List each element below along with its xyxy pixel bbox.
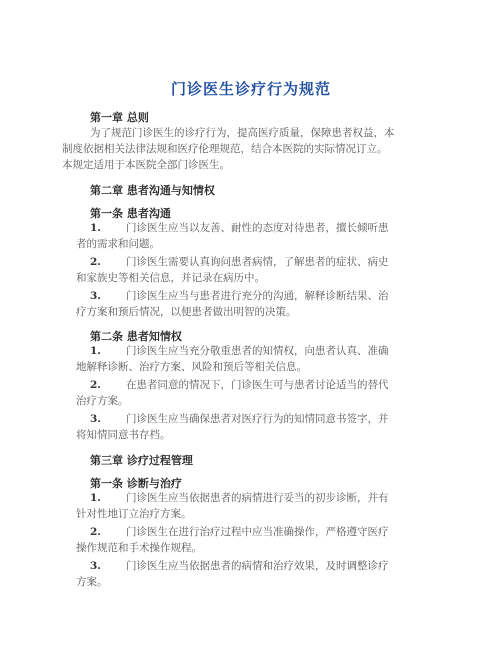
chapter-1-paragraph-line-2: 制度依据相关法律法规和医疗伦理规范，结合本医院的实际情况订立。 (62, 143, 388, 155)
item-line: 门诊医生应当依据患者的病情进行妥当的初步诊断，并有 (126, 492, 389, 504)
article-2-1-heading: 第一条 患者沟通 (90, 207, 171, 220)
chapter-3-heading: 第三章 诊疗过程管理 (90, 454, 193, 467)
item-number: 1. (90, 345, 101, 357)
item-line: 操作规范和手术操作规程。 (76, 542, 202, 554)
item-line: 和家族史等相关信息，并记录在病历中。 (76, 272, 265, 284)
item-line: 门诊医生应当确保患者对医疗行为的知情同意书签字，并 (126, 413, 389, 425)
item-number: 2. (90, 256, 101, 268)
chapter-1-paragraph-line-1: 为了规范门诊医生的诊疗行为，提高医疗质量，保障患者权益，本 (90, 127, 395, 139)
item-number: 2. (90, 379, 101, 391)
item-number: 3. (90, 560, 101, 572)
item-line: 门诊医生应当与患者进行充分的沟通，解释诊断结果、治 (126, 290, 389, 302)
document-title: 门诊医生诊疗行为规范 (170, 80, 331, 98)
item-line: 地解释诊断、治疗方案、风险和预后等相关信息。 (76, 361, 307, 373)
item-line: 将知情同意书存档。 (76, 429, 171, 441)
chapter-1-paragraph-line-3: 本规定适用于本医院全部门诊医生。 (62, 159, 230, 171)
item-line: 治疗方案。 (76, 395, 129, 407)
item-line: 针对性地订立治疗方案。 (76, 508, 192, 520)
item-line: 门诊医生应当以友善、耐性的态度对待患者，擅长倾听患 (126, 222, 389, 234)
item-line: 门诊医生应当充分敬重患者的知情权，向患者认真、准确 (126, 345, 389, 357)
article-3-1-heading: 第一条 诊断与治疗 (90, 477, 182, 490)
article-2-2-heading: 第二条 患者知情权 (90, 330, 182, 343)
item-number: 3. (90, 290, 101, 302)
item-number: 1. (90, 222, 101, 234)
item-number: 3. (90, 413, 101, 425)
item-number: 1. (90, 492, 101, 504)
item-line: 方案。 (76, 576, 108, 588)
chapter-2-heading: 第二章 患者沟通与知情权 (90, 184, 215, 197)
item-line: 疗方案和预后情况，以便患者做出明智的决策。 (76, 306, 297, 318)
item-line: 门诊医生需要认真询问患者病情，了解患者的症状、病史 (126, 256, 389, 268)
item-line: 在患者同意的情况下，门诊医生可与患者讨论适当的替代 (126, 379, 389, 391)
item-number: 2. (90, 526, 101, 538)
chapter-1-heading: 第一章 总则 (90, 111, 149, 124)
item-line: 门诊医生应当依据患者的病情和治疗效果，及时调整诊疗 (126, 560, 389, 572)
item-line: 者的需求和问题。 (76, 238, 160, 250)
item-line: 门诊医生在进行治疗过程中应当准确操作，严格遵守医疗 (126, 526, 389, 538)
